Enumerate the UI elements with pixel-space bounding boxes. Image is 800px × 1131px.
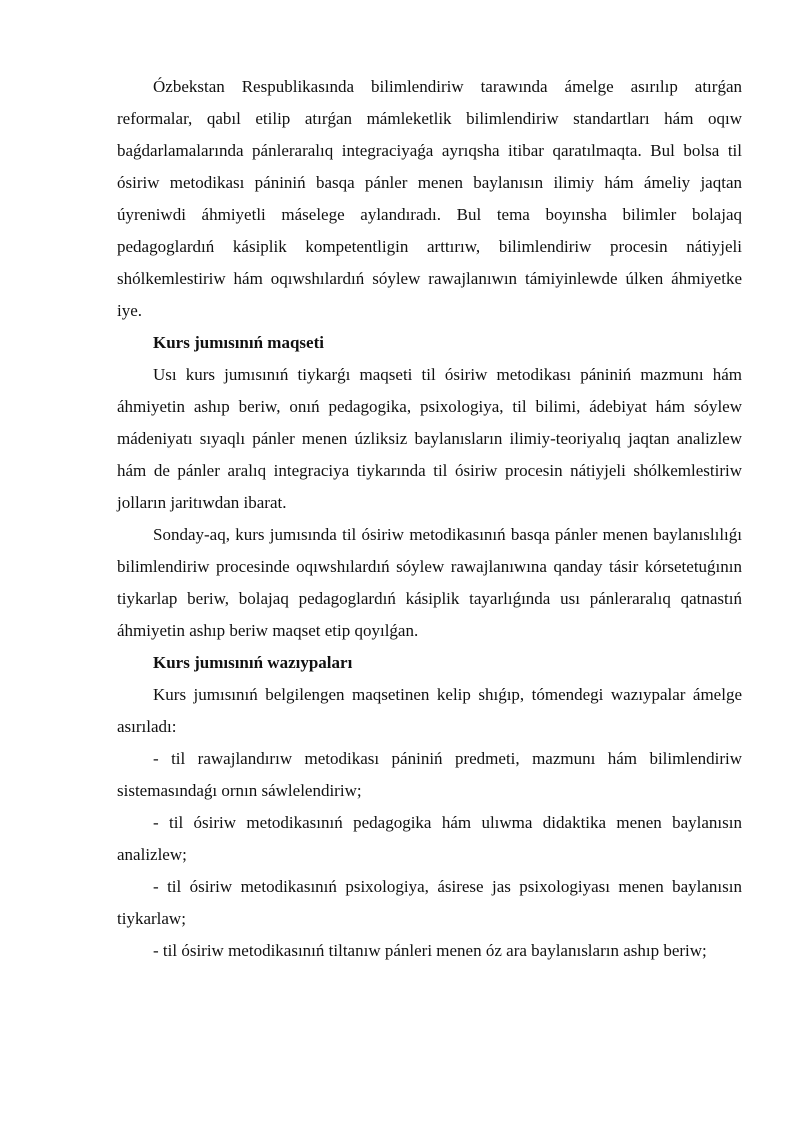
aim-heading: Kurs jumısınıń maqseti xyxy=(153,333,324,352)
task-item: - til ósiriw metodikasınıń tiltanıw pánleri menen óz ara baylanısların ashıp beriw; xyxy=(153,941,707,960)
task-item: - til rawajlandırıw metodikası pániniń predmeti, mazmunı hám bilimlendiriw sistemasındaǵı ornın sáwlelendiriw; xyxy=(117,749,742,800)
task-item: - til ósiriw metodikasınıń pedagogika hám ulıwma didaktika menen baylanısın analizlew; xyxy=(117,813,742,864)
tasks-heading: Kurs jumısınıń wazıypaları xyxy=(153,653,353,672)
aim-paragraph-2: Sonday-aq, kurs jumısında til ósiriw metodikasınıń basqa pánler menen baylanıslılıǵı bilimlendiriw procesinde oqıwshılardıń sóylew rawajlanıwına qanday tásir kórsetetuǵının tiykarlap beriw, bolajaq pedagoglardıń kásiplik tayarlıǵında usı pánleraralıq qatnastıń áhmiyetin ashıp beriw maqset etip qoyılǵan. xyxy=(117,525,742,640)
document-page xyxy=(117,71,742,967)
aim-paragraph-1: Usı kurs jumısınıń tiykarǵı maqseti til ósiriw metodikası pániniń mazmunı hám áhmiyetin ashıp beriw, onıń pedagogika, psixologiya, til bilimi, ádebiyat hám sóylew mádeniyatı sıyaqlı pánler menen úzliksiz baylanısların ilimiy-teoriyalıq jaqtan analizlew hám de pánler aralıq integraciya tiykarında til ósiriw procesin nátiyjeli shólkemlestiriw jolların jaritıwdan ibarat. xyxy=(117,365,742,512)
tasks-intro-paragraph: Kurs jumısınıń belgilengen maqsetinen kelip shıǵıp, tómendegi wazıypalar ámelge asırıladı: xyxy=(117,685,742,736)
intro-paragraph: Ózbekstan Respublikasında bilimlendiriw tarawında ámelge asırılıp atırǵan reformalar, qabıl etilip atırǵan mámleketlik bilimlendiriw standartları hám oqıw baǵdarlamalarında pánleraralıq integraciyaǵa ayrıqsha itibar qaratılmaqta. Bul bolsa til ósiriw metodikası pániniń basqa pánler menen baylanısın ilimiy hám ámeliy jaqtan úyreniwdi áhmiyetli máselege aylandıradı. Bul tema boyınsha bilimler bolajaq pedagoglardıń kásiplik kompetentligin arttırıw, bilimlendiriw procesin nátiyjeli shólkemlestiriw hám oqıwshılardıń sóylew rawajlanıwın támiyinlewde úlken áhmiyetke iye. xyxy=(117,77,742,320)
task-item: - til ósiriw metodikasınıń psixologiya, ásirese jas psixologiyası menen baylanısın tiykarlaw; xyxy=(117,877,742,928)
